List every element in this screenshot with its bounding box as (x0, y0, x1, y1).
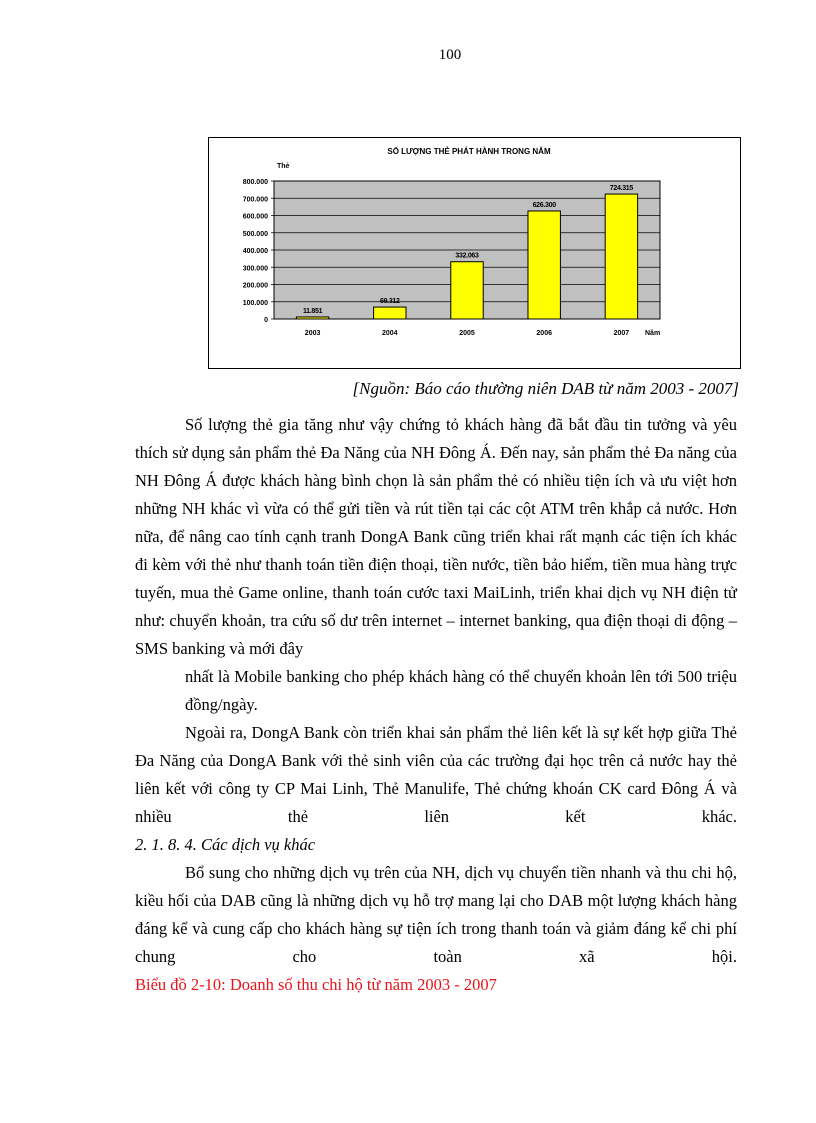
x-tick-label-2007: 2007 (613, 330, 630, 337)
y-tick-label: 200.000 (242, 282, 268, 290)
y-tick-label: 700.000 (242, 196, 268, 204)
data-label-2003: 11.851 (302, 307, 323, 315)
bar-2004 (374, 307, 406, 319)
y-tick-label: 0 (264, 317, 268, 324)
y-tick-label: 500.000 (242, 230, 268, 238)
bar-chart (209, 138, 740, 368)
chart-container (208, 137, 741, 369)
data-label-2005: 332.063 (455, 252, 479, 260)
bar-2006 (528, 211, 560, 319)
paragraph-3: Bổ sung cho những dịch vụ trên của NH, dịch vụ chuyển tiền nhanh và thu chi hộ, kiều hối của DAB cũng là những dịch vụ hỗ trợ mang lại cho DAB một lượng khách hàng đáng kể và cung cấp cho khách hàng sự tiện ích trong thanh toán và giảm đáng kể chi phí chung cho toàn xã hội. (135, 863, 737, 966)
paragraph-1-continuation: nhất là Mobile banking cho phép khách hàng có thể chuyển khoản lên tới 500 triệu đồng/ngày. (185, 667, 737, 714)
y-tick-label: 600.000 (242, 213, 268, 221)
body-text-block-1 (135, 411, 737, 999)
x-tick-label-2006: 2006 (536, 330, 552, 337)
x-axis-label: Năm (645, 330, 661, 337)
x-tick-label-2005: 2005 (459, 330, 475, 337)
section-heading: 2. 1. 8. 4. Các dịch vụ khác (135, 835, 316, 854)
source-caption: [Nguồn: Báo cáo thường niên DAB từ năm 2003 - 2007] (352, 379, 739, 398)
bar-2007 (605, 194, 637, 319)
data-label-2006: 626.300 (532, 201, 556, 209)
chart-title: SỐ LƯỢNG THẺ PHÁT HÀNH TRONG NĂM (387, 147, 551, 156)
y-tick-label: 100.000 (242, 299, 268, 307)
x-tick-label-2003: 2003 (304, 330, 321, 337)
y-tick-label: 800.000 (242, 179, 268, 186)
page-number: 100 (438, 47, 462, 63)
x-tick-label-2004: 2004 (382, 330, 398, 337)
bar-2005 (451, 262, 483, 319)
paragraph-1-intro: Số lượng thẻ gia tăng như vậy chứng tỏ khách hàng đã bắt đầu tin tưởng và yêu thích sử dụng sản phẩm thẻ Đa Năng của NH Đông Á. Đến nay, sản phẩm thẻ Đa năng của NH Đông Á được khách hàng bình chọn là sản phẩm thẻ có nhiều tiện ích và ưu việt hơn những NH khác vì vừa có thể gửi tiền và rút tiền tại các cột ATM trên khắp cả nước. Hơn nữa, để nâng cao tính cạnh tranh DongA Bank cũng triển khai rất mạnh các tiện ích khác đi kèm với thẻ như thanh toán tiền điện thoại, tiền nước, tiền bảo hiểm, tiền mua hàng trực tuyến, mua thẻ Game online, thanh toán cước taxi MaiLinh, triển khai dịch vụ NH điện tử như: chuyển khoản, tra cứu số dư trên internet – internet banking, qua điện thoại di động – SMS banking và mới đây (135, 415, 737, 658)
data-label-2007: 724.315 (609, 185, 634, 193)
y-tick-label: 400.000 (242, 248, 268, 255)
data-label-2004: 69.312 (379, 298, 400, 306)
y-tick-label: 300.000 (242, 265, 268, 273)
figure-caption: Biểu đồ 2-10: Doanh số thu chi hộ từ năm 2003 - 2007 (135, 975, 497, 994)
paragraph-2: Ngoài ra, DongA Bank còn triển khai sản phẩm thẻ liên kết là sự kết hợp giữa Thẻ Đa Năng của DongA Bank với thẻ sinh viên của các trường đại học trên cả nước hay thẻ liên kết với công ty CP Mai Linh, Thẻ Manulife, Thẻ chứng khoán CK card Đông Á và nhiều thẻ liên kết khác. (135, 723, 737, 826)
y-axis-label: Thẻ (277, 163, 290, 170)
